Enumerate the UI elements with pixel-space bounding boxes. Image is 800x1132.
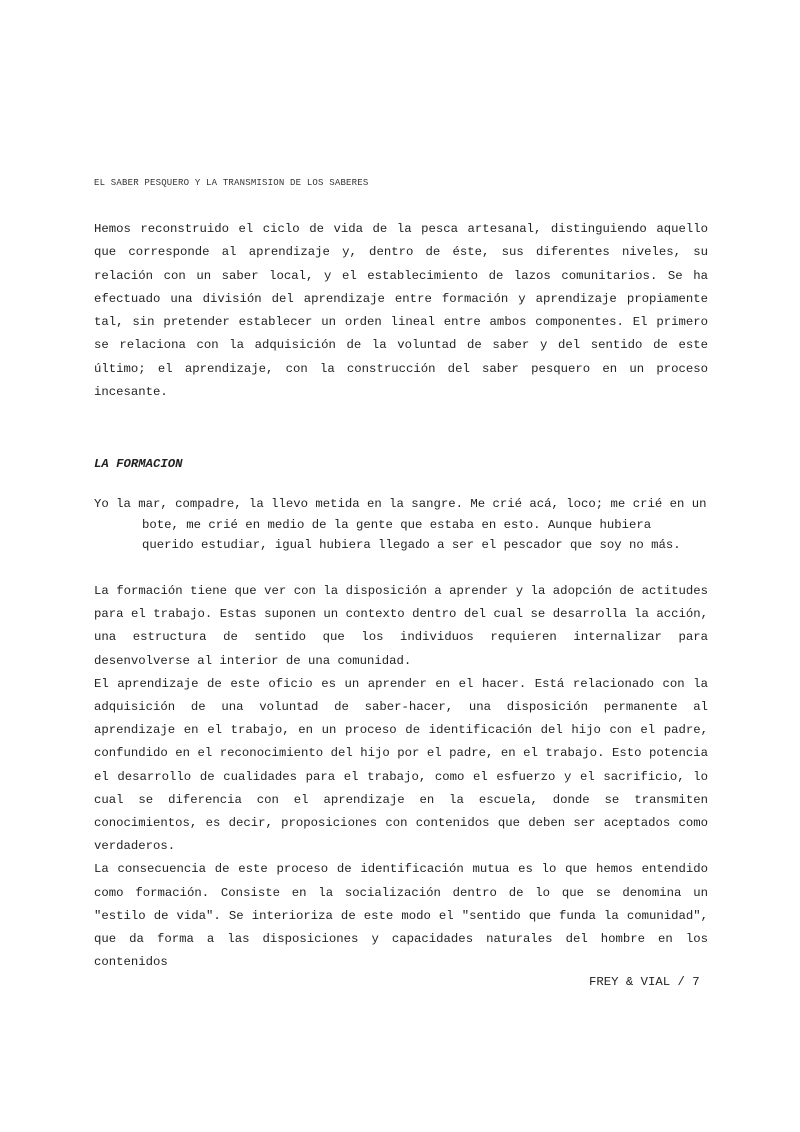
body-paragraph: La formación tiene que ver con la disposición a aprender y la adopción de actitudes para el trabajo. Estas suponen un contexto dentro del cual se desarrolla la acción, una estructura de sentido que los individuos requieren internalizar para desenvolverse al interior de una comunidad.	[94, 584, 708, 668]
page-number: FREY & VIAL / 7	[589, 975, 700, 989]
section-title: LA FORMACION	[94, 457, 183, 471]
body-paragraph: El aprendizaje de este oficio es un aprender en el hacer. Está relacionado con la adquisición de una voluntad de saber-hacer, una disposición permanente al aprendizaje en el trabajo, en un proceso de identificación del hijo con el padre, confundido en el reconocimiento del hijo por el padre, en el trabajo. Esto potencia el desarrollo de cualidades para el trabajo, como el esfuerzo y el sacrificio, lo cual se diferencia con el aprendizaje en la escuela, donde se transmiten conocimientos, es decir, proposiciones con contenidos que deben ser aceptados como verdaderos.	[94, 676, 708, 854]
intro-paragraph: Hemos reconstruido el ciclo de vida de la pesca artesanal, distinguiendo aquello que corresponde al aprendizaje y, dentro de éste, sus diferentes niveles, su relación con un saber local, y el establecimiento de lazos comunitarios. Se ha efectuado una división del aprendizaje entre formación y aprendizaje propiamente tal, sin pretender establecer un orden lineal entre ambos componentes. El primero se relaciona con la adquisición de la voluntad de saber y del sentido de este último; el aprendizaje, con la construcción del saber pesquero en un proceso incesante.	[94, 222, 708, 400]
running-header: EL SABER PESQUERO Y LA TRANSMISION DE LOS SABERES	[94, 178, 369, 188]
body-text	[94, 580, 708, 974]
body-paragraph: La consecuencia de este proceso de identificación mutua es lo que hemos entendido como formación. Consiste en la socialización dentro de lo que se denomina un "estilo de vida". Se interioriza de este modo el "sentido que funda la comunidad", que da forma a las disposiciones y capacidades naturales del hombre en los contenidos	[94, 862, 708, 970]
interview-quote: Yo la mar, compadre, la llevo metida en la sangre. Me crié acá, loco; me crié en un bote, me crié en medio de la gente que estaba en esto. Aunque hubiera querido estudiar, igual hubiera llegado a ser el pescador que soy no más.	[94, 497, 707, 552]
